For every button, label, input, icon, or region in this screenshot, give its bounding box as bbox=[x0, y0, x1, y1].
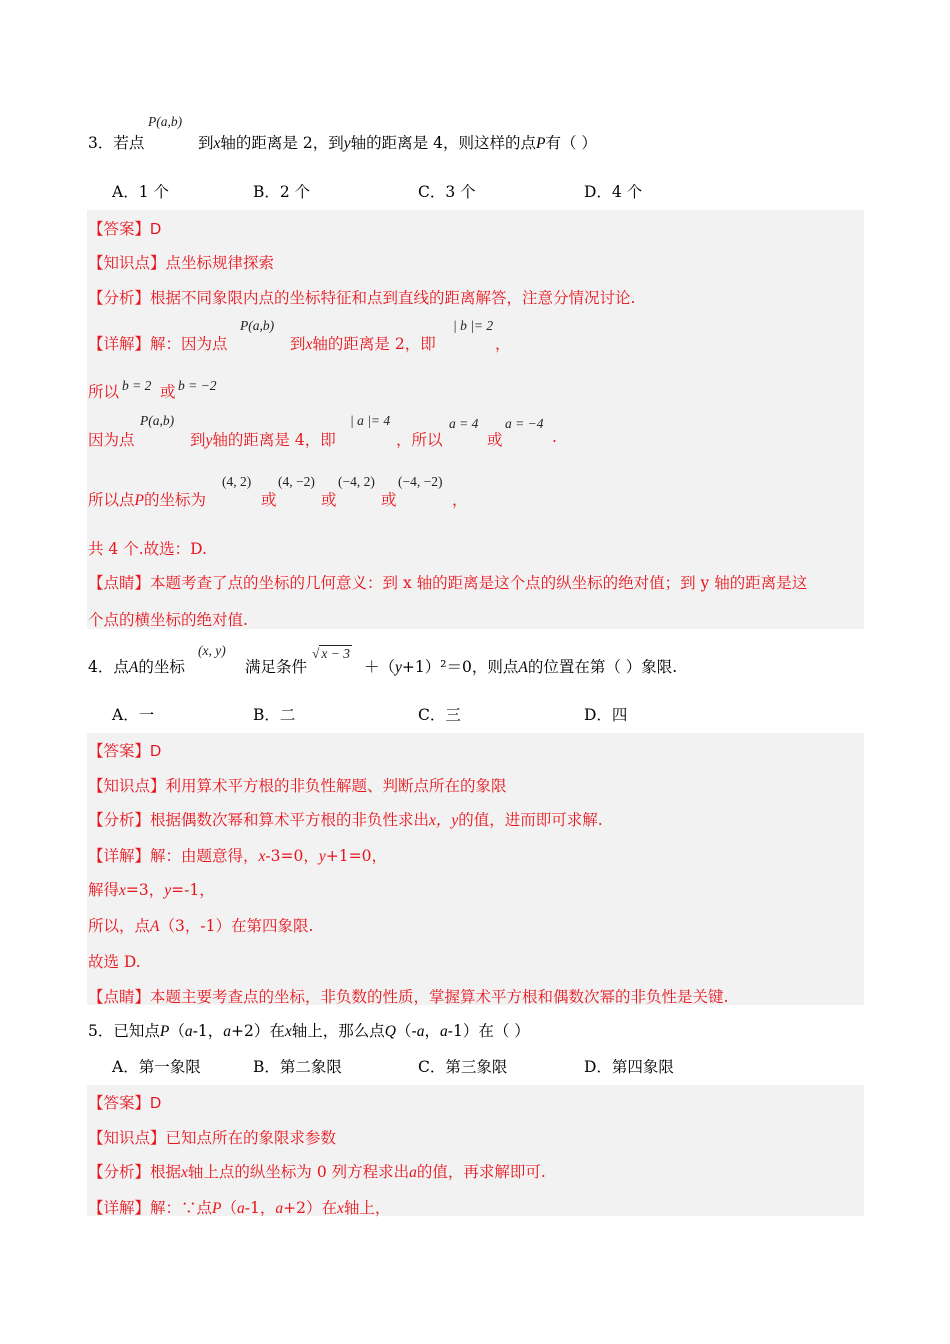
q3-var: P bbox=[535, 135, 546, 152]
detail-text: （3，-1）在第四象限. bbox=[159, 917, 314, 935]
q4-text: 点 bbox=[113, 658, 129, 676]
q5-option-b: B．第二象限 bbox=[253, 1058, 342, 1076]
q5-var: a bbox=[184, 1023, 193, 1040]
detail-label: 【详解】 bbox=[88, 1199, 151, 1217]
q3-detail-line3-or: 或 bbox=[487, 431, 503, 449]
q5-number: 5． bbox=[88, 1022, 114, 1040]
q3-detail-line3-end: . bbox=[552, 428, 557, 446]
q3-formula-point: P(a,b) bbox=[240, 318, 275, 333]
q3-text: 轴的距离是 bbox=[220, 134, 298, 152]
analysis-text: 根据 bbox=[150, 1163, 182, 1181]
q5-answer bbox=[88, 1091, 161, 1113]
detail-var: a bbox=[237, 1200, 245, 1217]
q5-option-d: D．第四象限 bbox=[584, 1058, 674, 1076]
q5-var: x bbox=[284, 1023, 292, 1040]
q3-detail-line1-end: ， bbox=[495, 335, 511, 353]
analysis-text: 的值，再求解即可. bbox=[416, 1163, 546, 1181]
q5-option-a: A．第一象限 bbox=[112, 1058, 201, 1076]
comment-label: 【点睛】 bbox=[88, 574, 151, 592]
q4-detail-line4: 故选 D. bbox=[88, 953, 141, 971]
analysis-var: a bbox=[409, 1164, 417, 1181]
q5-text: 轴上，那么点 bbox=[291, 1022, 385, 1040]
q3-coord-4: (−4, −2) bbox=[398, 474, 443, 489]
q3-option-b: B．2 个 bbox=[253, 183, 311, 201]
detail-var: a bbox=[275, 1200, 284, 1217]
q4-answer bbox=[88, 739, 161, 761]
detail-var: A bbox=[150, 918, 160, 935]
q4-option-b: B．二 bbox=[253, 706, 296, 724]
q4-detail-line3 bbox=[88, 914, 313, 936]
q3-comment-line1 bbox=[88, 571, 807, 593]
detail-text: 解：由题意得， bbox=[150, 847, 259, 865]
analysis-label: 【分析】 bbox=[88, 1163, 151, 1181]
q4-option-a: A．一 bbox=[112, 706, 155, 724]
detail-text: -1， bbox=[244, 1199, 276, 1217]
detail-text: 到 bbox=[190, 431, 206, 449]
detail-var: x bbox=[305, 336, 313, 353]
detail-text: 解：因为点 bbox=[150, 335, 228, 353]
q5-text: 已知点 bbox=[113, 1022, 160, 1040]
q5-text: （ bbox=[169, 1022, 185, 1040]
q3-formula-abs-a: | a |= 4 bbox=[350, 413, 391, 428]
q4-var: A bbox=[518, 659, 528, 676]
q3-formula-abs-b: | b |= 2 bbox=[453, 318, 494, 333]
q4-var: y bbox=[395, 659, 402, 676]
comment-text: 本题主要考查点的坐标，非负数的性质，掌握算术平方根和偶数次幂的非负性是关键. bbox=[150, 988, 729, 1006]
q3-option-d: D．4 个 bbox=[584, 183, 643, 201]
q3-number: 3． bbox=[88, 134, 114, 152]
q3-text: ，到 bbox=[312, 134, 344, 152]
comment-text: 本题考查了点的坐标的几何意义：到 x 轴的距离是这个点的纵坐标的绝对值；到 y 轴的距离是这 bbox=[150, 574, 808, 592]
q5-var: a bbox=[223, 1023, 231, 1040]
q3-analysis bbox=[88, 286, 635, 308]
detail-text: 解：∵点 bbox=[150, 1199, 213, 1217]
detail-text: 解得 bbox=[88, 881, 120, 899]
q5-analysis bbox=[88, 1160, 546, 1182]
q3-detail-line2: 所以 bbox=[88, 383, 120, 401]
analysis-text: 的值，进而即可求解. bbox=[458, 811, 603, 829]
q3-text: ，则这样的点 bbox=[442, 134, 536, 152]
q5-detail-line1 bbox=[88, 1196, 390, 1218]
detail-var: P bbox=[212, 1200, 222, 1217]
q3-formula-b-2: b = −2 bbox=[178, 378, 217, 393]
q5-var: Q bbox=[384, 1023, 396, 1040]
detail-var: y bbox=[164, 882, 172, 899]
detail-text: （ bbox=[221, 1199, 238, 1217]
knowledge-text: 点坐标规律探索 bbox=[165, 254, 275, 272]
answer-label: 【答案】 bbox=[88, 742, 151, 760]
q4-detail-line1 bbox=[88, 844, 387, 866]
q3-detail-line4 bbox=[88, 488, 206, 510]
detail-text: 所以，点 bbox=[88, 917, 151, 935]
detail-text: =-1， bbox=[171, 881, 215, 899]
knowledge-label: 【知识点】 bbox=[88, 777, 166, 795]
q3-formula-b2: b = 2 bbox=[122, 378, 152, 393]
q3-or-1: 或 bbox=[261, 491, 277, 509]
detail-var: P bbox=[134, 492, 144, 509]
q4-var: A bbox=[128, 659, 139, 676]
q4-stem-c bbox=[364, 655, 677, 677]
q4-analysis bbox=[88, 808, 603, 830]
q3-text: 2 bbox=[302, 134, 313, 152]
knowledge-label: 【知识点】 bbox=[88, 254, 166, 272]
q3-comment-line2: 个点的横坐标的绝对值. bbox=[88, 611, 248, 629]
q4-text: 的位置在第（ ）象限. bbox=[527, 658, 678, 676]
q3-point-formula: P(a,b) bbox=[148, 114, 183, 129]
q3-detail-line3-c: ，所以 bbox=[396, 431, 443, 449]
q3-or-3: 或 bbox=[381, 491, 397, 509]
detail-text: 所以点 bbox=[88, 491, 135, 509]
knowledge-text: 利用算术平方根的非负性解题、判断点所在的象限 bbox=[165, 777, 507, 795]
q4-stem bbox=[88, 655, 185, 677]
q3-detail-line2-or: 或 bbox=[160, 383, 176, 401]
q3-coord-2: (4, −2) bbox=[278, 474, 315, 489]
q5-text: +2）在 bbox=[230, 1022, 285, 1040]
q5-var: a bbox=[416, 1023, 425, 1040]
q4-sqrt-formula: √ x − 3 bbox=[312, 646, 351, 661]
q3-detail-line3: 因为点 bbox=[88, 431, 135, 449]
analysis-text: 根据偶数次幂和算术平方根的非负性求出 bbox=[150, 811, 430, 829]
q4-radicand: x − 3 bbox=[321, 646, 351, 661]
q5-stem bbox=[88, 1019, 530, 1041]
detail-text: 轴的距离是 2，即 bbox=[312, 335, 436, 353]
q3-coord-3: (−4, 2) bbox=[338, 474, 375, 489]
detail-text: =3， bbox=[125, 881, 165, 899]
detail-text: -3=0， bbox=[265, 847, 319, 865]
q3-detail-line3-b bbox=[190, 428, 336, 450]
q4-coord-formula: (x, y) bbox=[198, 643, 226, 658]
knowledge-label: 【知识点】 bbox=[88, 1129, 166, 1147]
q5-var: P bbox=[159, 1023, 170, 1040]
q3-option-c: C．3 个 bbox=[418, 183, 476, 201]
q4-text: 的坐标 bbox=[138, 658, 185, 676]
answer-label: 【答案】 bbox=[88, 220, 151, 238]
detail-var: x bbox=[336, 1200, 344, 1217]
q3-coord-1: (4, 2) bbox=[222, 474, 252, 489]
q5-text: -1， bbox=[192, 1022, 224, 1040]
q3-formula-a-4: a = −4 bbox=[505, 416, 544, 431]
analysis-label: 【分析】 bbox=[88, 289, 151, 307]
q3-text: 轴的距离是 bbox=[350, 134, 429, 152]
q3-stem bbox=[88, 131, 144, 153]
q3-stem-rest bbox=[198, 131, 597, 153]
comment-label: 【点睛】 bbox=[88, 988, 151, 1006]
q4-knowledge bbox=[88, 774, 507, 796]
q4-comment bbox=[88, 985, 728, 1007]
detail-text: 的坐标为 bbox=[143, 491, 206, 509]
q3-detail-line5: 共 4 个.故选：D. bbox=[88, 540, 207, 558]
q4-detail-line2 bbox=[88, 878, 215, 900]
q4-text: +1）²＝0，则点 bbox=[401, 658, 519, 676]
detail-text: 轴上， bbox=[343, 1199, 391, 1217]
answer-label: 【答案】 bbox=[88, 1094, 151, 1112]
analysis-text: 轴上点的纵坐标为 0 列方程求出 bbox=[187, 1163, 410, 1181]
q3-answer bbox=[88, 217, 161, 239]
answer-value: D bbox=[150, 1095, 162, 1112]
q3-knowledge bbox=[88, 251, 274, 273]
analysis-var: x，y bbox=[429, 812, 459, 829]
q5-knowledge bbox=[88, 1126, 336, 1148]
q3-option-a: A．1 个 bbox=[112, 183, 169, 201]
q4-stem-b: 满足条件 bbox=[245, 658, 308, 676]
q4-text: ＋（ bbox=[364, 658, 396, 676]
detail-text: +1=0， bbox=[325, 847, 387, 865]
q3-formula-a4: a = 4 bbox=[449, 416, 479, 431]
q3-detail-line4-end: ， bbox=[452, 491, 468, 509]
q3-var: x bbox=[213, 135, 221, 152]
q4-option-c: C．三 bbox=[418, 706, 461, 724]
knowledge-text: 已知点所在的象限求参数 bbox=[165, 1129, 337, 1147]
detail-var: y bbox=[205, 432, 213, 449]
detail-var: x bbox=[258, 848, 266, 865]
q5-var: a bbox=[439, 1023, 448, 1040]
answer-value: D bbox=[150, 221, 162, 238]
q3-text: 有（ ） bbox=[545, 134, 597, 152]
q4-option-d: D．四 bbox=[584, 706, 628, 724]
analysis-text: 根据不同象限内点的坐标特征和点到直线的距离解答，注意分情况讨论. bbox=[150, 289, 636, 307]
q5-text: ， bbox=[424, 1022, 440, 1040]
q3-or-2: 或 bbox=[321, 491, 337, 509]
q4-number: 4． bbox=[88, 658, 114, 676]
detail-var: x bbox=[119, 882, 126, 899]
answer-value: D bbox=[150, 743, 162, 760]
detail-label: 【详解】 bbox=[88, 335, 151, 353]
q3-var: y bbox=[343, 135, 351, 152]
detail-var: y bbox=[318, 848, 326, 865]
q5-text: （- bbox=[395, 1022, 417, 1040]
detail-label: 【详解】 bbox=[88, 847, 151, 865]
q5-option-c: C．第三象限 bbox=[418, 1058, 508, 1076]
detail-text: +2）在 bbox=[283, 1199, 337, 1217]
q3-text: 若点 bbox=[113, 134, 145, 152]
analysis-var: x bbox=[181, 1164, 188, 1181]
q3-detail-line1-b bbox=[290, 332, 436, 354]
q3-detail-line1 bbox=[88, 332, 228, 354]
detail-text: 轴的距离是 4，即 bbox=[212, 431, 336, 449]
q3-formula-point-2: P(a,b) bbox=[140, 413, 175, 428]
q3-text: 到 bbox=[198, 134, 214, 152]
analysis-label: 【分析】 bbox=[88, 811, 151, 829]
detail-text: 到 bbox=[290, 335, 306, 353]
q3-text: 4 bbox=[433, 134, 443, 152]
q5-text: -1）在（ ） bbox=[447, 1022, 530, 1040]
